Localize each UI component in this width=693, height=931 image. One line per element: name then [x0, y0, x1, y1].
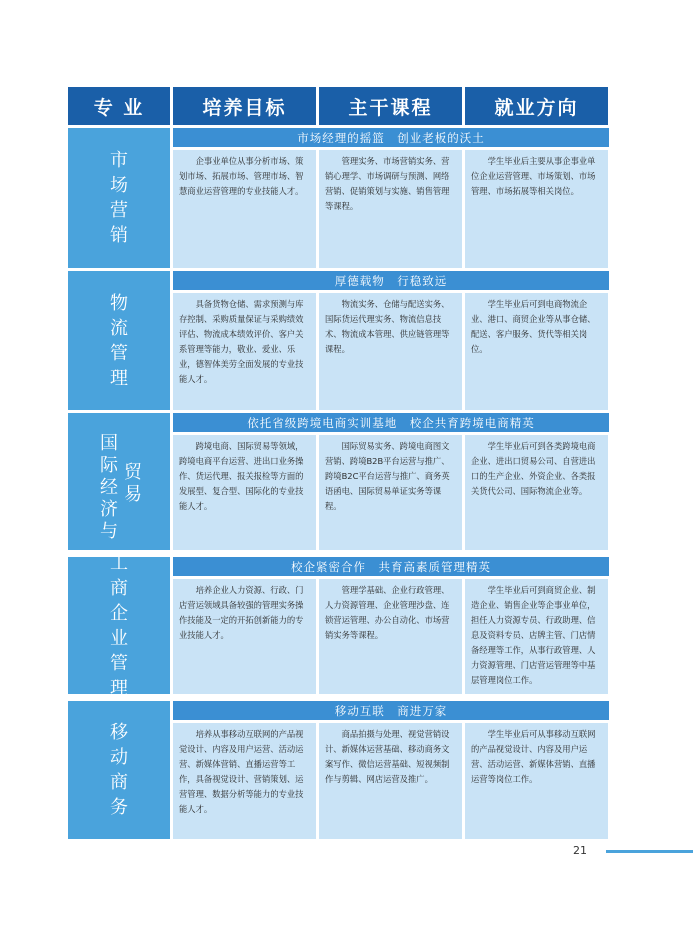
header-major: 专 业 — [68, 87, 170, 125]
goal-text: 培养企业人力资源、行政、门店营运领域具备较强的管理实务操作技能及一定的开拓创新能力的专业技能人才。 — [173, 579, 316, 694]
section-mobile-commerce — [68, 701, 609, 839]
careers-text: 学生毕业后可到电商物流企业、港口、商贸企业等从事仓储、配送、客户服务、货代等相关岗位。 — [465, 293, 608, 410]
courses-text: 管理学基础、企业行政管理、人力资源管理、企业管理沙盘、连锁营运管理、办公自动化、市场营销实务等课程。 — [319, 579, 462, 694]
header-courses: 主干课程 — [319, 87, 462, 125]
major-label: 移 动 商 务 — [110, 722, 128, 818]
table-header — [68, 87, 609, 125]
section-logistics — [68, 271, 609, 410]
page-number: 21 — [573, 844, 587, 857]
major-cell — [68, 128, 170, 268]
major-cell — [68, 413, 170, 550]
careers-text: 学生毕业后主要从事企事业单位企业运营管理、市场策划、市场管理、市场拓展等相关岗位。 — [465, 150, 608, 268]
goal-text: 具备货物仓储、需求预测与库存控制、采购质量保证与采购绩效评估、物流成本绩效评价、客户关系管理等能力，敬业、爱业、乐业，德智体美劳全面发展的专业技能人才。 — [173, 293, 316, 410]
goal-text: 培养从事移动互联网的产品视觉设计、内容及用户运营、活动运营、新媒体营销、直播运营等工作，具备视觉设计、营销策划、运营管理、数据分析等能力的专业技能人才。 — [173, 723, 316, 839]
major-cell — [68, 552, 170, 699]
major-label: 市 场 营 销 — [110, 150, 128, 246]
careers-text: 学生毕业后可从事移动互联网的产品视觉设计、内容及用户运营、活动运营、新媒体营销、直播运营等岗位工作。 — [465, 723, 608, 839]
major-label: 物 流 管 理 — [110, 292, 128, 389]
major-label-col1: 国 际 经 济 与 — [100, 433, 118, 542]
major-label: 工 商 企 业 管 理 — [110, 552, 128, 699]
courses-text: 物流实务、仓储与配送实务、国际货运代理实务、物流信息技术、物流成本管理、供应链管理等课程。 — [319, 293, 462, 410]
careers-text: 学生毕业后可到商贸企业、制造企业、销售企业等企事业单位，担任人力资源专员、行政助理、信息及资料专员、店牌主管、门店情备经理等工作，从事行政管理、人力资源管理、门店营运管理等中基层管理岗位工作。 — [465, 579, 608, 694]
major-cell — [68, 701, 170, 839]
page-bar — [606, 850, 693, 853]
slogan: 市场经理的摇篮 创业老板的沃土 — [173, 128, 609, 147]
goal-text: 跨境电商、国际贸易等领域，跨境电商平台运营、进出口业务操作、货运代理、报关报检等方面的发展型、复合型、国际化的专业技能人才。 — [173, 435, 316, 550]
slogan: 依托省级跨境电商实训基地 校企共育跨境电商精英 — [173, 413, 609, 432]
major-cell — [68, 271, 170, 410]
header-careers: 就业方向 — [465, 87, 608, 125]
slogan: 移动互联 商进万家 — [173, 701, 609, 720]
courses-text: 商品拍摄与处理、视觉营销设计、新媒体运营基础、移动商务文案写作、微信运营基础、短视频制作与剪辑、网店运营及推广。 — [319, 723, 462, 839]
section-business-management — [68, 552, 609, 699]
major-label-col2: 贸 易 — [124, 462, 142, 505]
slogan: 厚德载物 行稳致远 — [173, 271, 609, 290]
section-marketing — [68, 128, 609, 268]
goal-text: 企事业单位从事分析市场、策划市场、拓展市场、管理市场、智慧商业运营管理的专业技能人才。 — [173, 150, 316, 268]
courses-text: 国际贸易实务、跨境电商图文营销、跨境B2B平台运营与推广、跨境B2C平台运营与推广、商务英语函电、国际贸易单证实务等课程。 — [319, 435, 462, 550]
section-intl-trade — [68, 413, 609, 550]
courses-text: 管理实务、市场营销实务、营销心理学、市场调研与预测、网络营销、促销策划与实施、销售管理等课程。 — [319, 150, 462, 268]
careers-text: 学生毕业后可到各类跨境电商企业、进出口贸易公司、自营进出口的生产企业、外资企业、各类报关货代公司、国际物流企业等。 — [465, 435, 608, 550]
slogan: 校企紧密合作 共育高素质管理精英 — [173, 557, 609, 576]
header-goal: 培养目标 — [173, 87, 316, 125]
